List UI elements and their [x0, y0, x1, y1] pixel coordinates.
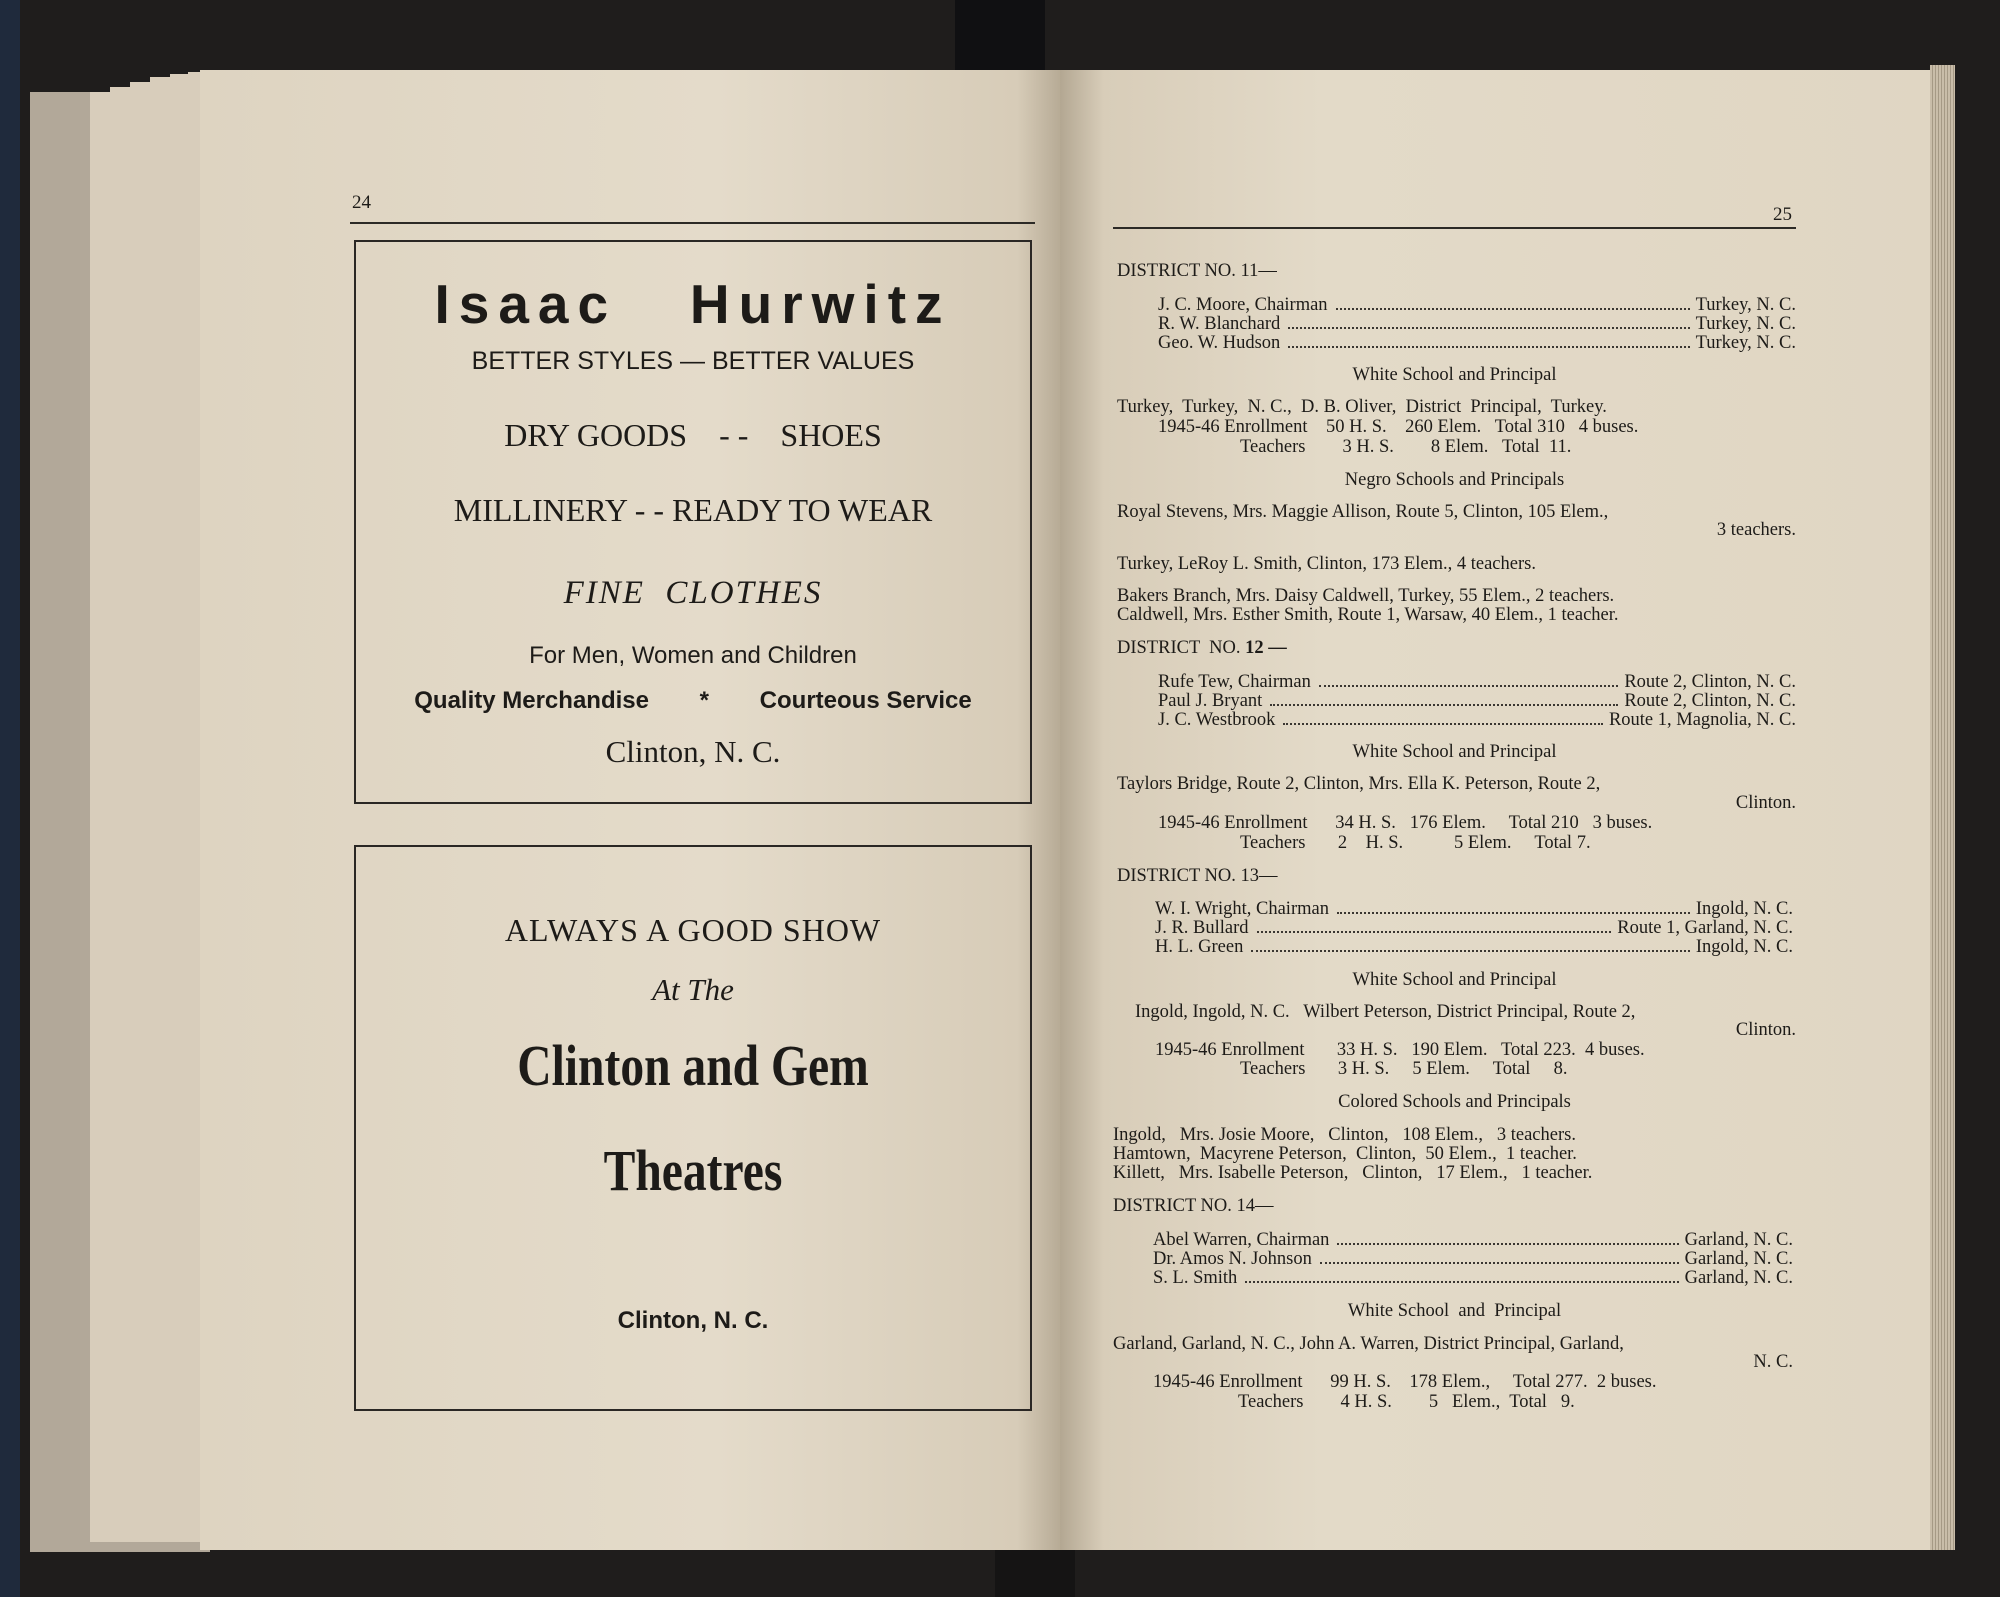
ad-good-show: ALWAYS A GOOD SHOW: [504, 912, 882, 948]
district-11-heading: DISTRICT NO. 11—: [1117, 261, 1277, 281]
ad-theatre-location: Clinton, N. C.: [617, 1307, 769, 1334]
ad-line-drygoods: DRY GOODS - - SHOES: [504, 417, 882, 453]
heading-dash: —: [1263, 638, 1287, 658]
d14-white-line1b: N. C.: [1753, 1352, 1793, 1372]
leader-dots: [1288, 346, 1689, 348]
d12-white-line3: Teachers 2 H. S. 5 Elem. Total 7.: [1240, 833, 1591, 853]
d12-white-heading: White School and Principal: [1352, 742, 1557, 762]
right-page-edges: [1930, 65, 1955, 1550]
d13-member-3: [1155, 937, 1793, 958]
member-place: Garland, N. C.: [1684, 1249, 1793, 1269]
ad-line-quality: [356, 687, 1030, 715]
leader-dots: [1257, 931, 1612, 933]
d11-member-3: [1158, 333, 1796, 354]
ad-line-millinery: MILLINERY - - READY TO WEAR: [453, 492, 933, 528]
d11-white-line3: Teachers 3 H. S. 8 Elem. Total 11.: [1240, 437, 1572, 457]
ad-store-name: Isaac Hurwitz: [434, 273, 952, 335]
d12-white-line1: Taylors Bridge, Route 2, Clinton, Mrs. Ella K. Peterson, Route 2,: [1117, 774, 1601, 794]
d12-white-line2: 1945-46 Enrollment 34 H. S. 176 Elem. Total 210 3 buses.: [1158, 813, 1653, 833]
leader-dots: [1270, 704, 1618, 706]
member-place: Garland, N. C.: [1684, 1230, 1793, 1250]
d14-white-line3: Teachers 4 H. S. 5 Elem., Total 9.: [1238, 1392, 1575, 1412]
left-page-edges: [30, 92, 210, 1552]
leader-dots: [1337, 1243, 1678, 1245]
d12-white-line1b: Clinton.: [1735, 793, 1796, 813]
leader-dots: [1320, 1262, 1679, 1264]
d11-negro-heading: Negro Schools and Principals: [1344, 470, 1565, 490]
leader-dots: [1337, 912, 1690, 914]
d11-member-1: [1158, 295, 1796, 316]
d13-member-1: [1155, 899, 1793, 920]
ad-line-audience: For Men, Women and Children: [529, 642, 857, 669]
scan-border: [0, 0, 20, 1597]
page-number-right: 25: [1773, 204, 1792, 225]
heading-part: DISTRICT NO.: [1117, 638, 1246, 658]
member-place: Turkey, N. C.: [1695, 295, 1796, 315]
ad-courteous-text: Courteous Service: [759, 687, 972, 714]
member-name: R. W. Blanchard: [1158, 314, 1281, 334]
ad-at-the: At The: [652, 972, 734, 1007]
member-place: Route 2, Clinton, N. C.: [1624, 691, 1796, 711]
member-name: J. C. Moore, Chairman: [1158, 295, 1328, 315]
book-spine-top: [955, 0, 1045, 80]
member-place: Route 1, Garland, N. C.: [1617, 918, 1793, 938]
ad-theatre-name: Clinton and Gem: [517, 1033, 869, 1098]
d13-white-line1: Ingold, Ingold, N. C. Wilbert Peterson, District Principal, Route 2,: [1135, 1002, 1636, 1022]
d14-member-2: [1153, 1249, 1793, 1270]
ad-location: Clinton, N. C.: [605, 734, 781, 769]
d12-member-2: [1158, 691, 1796, 712]
d13-colored-line1: Ingold, Mrs. Josie Moore, Clinton, 108 Elem., 3 teachers.: [1113, 1125, 1576, 1145]
member-name: W. I. Wright, Chairman: [1155, 899, 1329, 919]
ad-star: *: [699, 687, 709, 714]
d14-white-line1: Garland, Garland, N. C., John A. Warren, District Principal, Garland,: [1113, 1334, 1624, 1354]
d11-member-2: [1158, 314, 1796, 335]
member-place: Turkey, N. C.: [1695, 333, 1796, 353]
d14-member-3: [1153, 1268, 1793, 1289]
member-place: Garland, N. C.: [1684, 1268, 1793, 1288]
member-place: Turkey, N. C.: [1695, 314, 1796, 334]
member-place: Route 2, Clinton, N. C.: [1624, 672, 1796, 692]
leader-dots: [1283, 723, 1603, 725]
d12-member-3: [1158, 710, 1796, 731]
d13-colored-heading: Colored Schools and Principals: [1338, 1092, 1571, 1112]
member-name: H. L. Green: [1155, 937, 1244, 957]
member-place: Ingold, N. C.: [1695, 937, 1793, 957]
member-place: Ingold, N. C.: [1695, 899, 1793, 919]
leader-dots: [1336, 308, 1690, 310]
d14-member-1: [1153, 1230, 1793, 1251]
d13-white-line1b: Clinton.: [1735, 1020, 1796, 1040]
member-name: Paul J. Bryant: [1158, 691, 1263, 711]
member-place: Route 1, Magnolia, N. C.: [1608, 710, 1796, 730]
ad-theatres-word: Theatres: [603, 1138, 783, 1203]
ad-clinton-gem-theatres: [354, 845, 1032, 1411]
d11-negro-line4: Caldwell, Mrs. Esther Smith, Route 1, Warsaw, 40 Elem., 1 teacher.: [1117, 605, 1619, 625]
heading-number: 12: [1245, 638, 1264, 658]
leader-dots: [1251, 950, 1690, 952]
member-name: Geo. W. Hudson: [1158, 333, 1281, 353]
ad-isaac-hurwitz: [354, 240, 1032, 804]
d13-white-heading: White School and Principal: [1352, 970, 1557, 990]
d13-white-line2: 1945-46 Enrollment 33 H. S. 190 Elem. Total 223. 4 buses.: [1155, 1040, 1645, 1060]
d14-white-heading: White School and Principal: [1347, 1301, 1562, 1321]
district-12-heading: [1117, 638, 1287, 659]
member-name: J. C. Westbrook: [1158, 710, 1276, 730]
member-name: Rufe Tew, Chairman: [1158, 672, 1311, 692]
ad-tagline: BETTER STYLES — BETTER VALUES: [471, 347, 915, 375]
member-name: Abel Warren, Chairman: [1153, 1230, 1330, 1250]
d13-member-2: [1155, 918, 1793, 939]
d11-negro-line1b: 3 teachers.: [1716, 520, 1796, 540]
leader-dots: [1245, 1281, 1678, 1283]
d11-white-line1: Turkey, Turkey, N. C., D. B. Oliver, District Principal, Turkey.: [1117, 397, 1607, 417]
d14-white-line2: 1945-46 Enrollment 99 H. S. 178 Elem., Total 277. 2 buses.: [1153, 1372, 1657, 1392]
member-name: J. R. Bullard: [1155, 918, 1249, 938]
ad-line-fine-clothes: FINE CLOTHES: [563, 575, 823, 611]
d11-white-heading: White School and Principal: [1352, 365, 1557, 385]
district-13-heading: DISTRICT NO. 13—: [1117, 866, 1278, 886]
d13-colored-line2: Hamtown, Macyrene Peterson, Clinton, 50 Elem., 1 teacher.: [1113, 1144, 1577, 1164]
d11-negro-line2: Turkey, LeRoy L. Smith, Clinton, 173 Elem., 4 teachers.: [1117, 554, 1536, 574]
leader-dots: [1288, 327, 1689, 329]
d11-negro-line1: Royal Stevens, Mrs. Maggie Allison, Route 5, Clinton, 105 Elem.,: [1117, 502, 1609, 522]
leader-dots: [1319, 685, 1619, 687]
d13-colored-line3: Killett, Mrs. Isabelle Peterson, Clinton, 17 Elem., 1 teacher.: [1113, 1163, 1593, 1183]
ad-quality-text: Quality Merchandise: [414, 687, 649, 714]
d11-white-line2: 1945-46 Enrollment 50 H. S. 260 Elem. Total 310 4 buses.: [1158, 417, 1639, 437]
d12-member-1: [1158, 672, 1796, 693]
member-name: Dr. Amos N. Johnson: [1153, 1249, 1312, 1269]
header-rule-right: [1113, 227, 1796, 229]
d11-negro-line3: Bakers Branch, Mrs. Daisy Caldwell, Turkey, 55 Elem., 2 teachers.: [1117, 586, 1615, 606]
district-14-heading: DISTRICT NO. 14—: [1113, 1196, 1274, 1216]
member-name: S. L. Smith: [1153, 1268, 1238, 1288]
page-number-left: 24: [352, 192, 371, 213]
d13-white-line3: Teachers 3 H. S. 5 Elem. Total 8.: [1240, 1059, 1568, 1079]
header-rule-left: [350, 222, 1035, 224]
